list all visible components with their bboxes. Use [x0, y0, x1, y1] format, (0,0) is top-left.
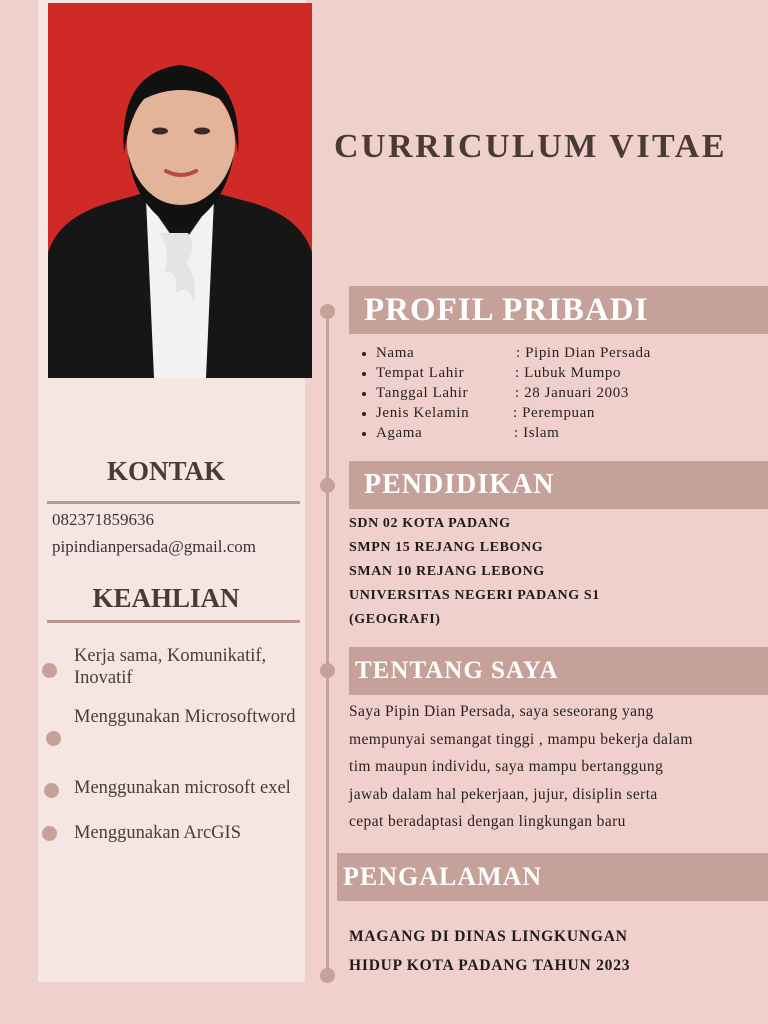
- experience-line: HIDUP KOTA PADANG TAHUN 2023: [349, 957, 631, 974]
- skill-bullet-icon: [42, 663, 57, 678]
- education-item: (GEOGRAFI): [349, 612, 441, 627]
- experience-heading: PENGALAMAN: [343, 862, 543, 891]
- skill-item: Kerja sama, Komunikatif, Inovatif: [74, 646, 267, 688]
- skill-item: Menggunakan microsoft exel: [74, 778, 291, 798]
- timeline-dot-icon: [320, 478, 335, 493]
- education-item: SMAN 10 REJANG LEBONG: [349, 564, 545, 579]
- profile-value: : 28 Januari 2003: [515, 385, 629, 401]
- skill-bullet-icon: [46, 731, 61, 746]
- timeline-line: [326, 305, 329, 977]
- profile-banner: [349, 286, 768, 334]
- about-line: tim maupun individu, saya mampu bertanggung: [349, 758, 664, 775]
- profile-photo: [48, 3, 312, 378]
- timeline-dot-icon: [320, 968, 335, 983]
- profile-value: : Islam: [514, 425, 560, 441]
- profile-value: : Perempuan: [513, 405, 595, 421]
- profile-label: Tanggal Lahir: [376, 385, 469, 401]
- skill-item: Menggunakan Microsoftword: [74, 707, 296, 727]
- contact-divider: [47, 501, 300, 504]
- about-line: Saya Pipin Dian Persada, saya seseorang yang: [349, 703, 654, 720]
- about-line: cepat beradaptasi dengan lingkungan baru: [349, 813, 626, 830]
- about-line: mempunyai semangat tinggi , mampu bekerja dalam: [349, 730, 693, 748]
- education-list: [349, 512, 749, 632]
- contact-phone: 082371859636: [52, 510, 154, 529]
- contact-heading: KONTAK: [106, 456, 226, 486]
- experience-line: MAGANG DI DINAS LINGKUNGAN: [349, 928, 628, 945]
- skill-bullet-icon: [44, 783, 59, 798]
- document-title: CURRICULUM VITAE: [334, 128, 727, 165]
- education-heading: PENDIDIKAN: [364, 469, 555, 500]
- experience-text: [349, 922, 749, 980]
- education-item: UNIVERSITAS NEGERI PADANG S1: [349, 588, 600, 603]
- profile-label: Tempat Lahir: [376, 365, 465, 381]
- profile-row: [360, 343, 651, 363]
- profile-heading: PROFIL PRIBADI: [364, 291, 649, 328]
- profile-row: [360, 423, 560, 443]
- profile-label: Agama: [376, 425, 423, 441]
- education-item: SDN 02 KOTA PADANG: [349, 516, 511, 531]
- profile-value: : Pipin Dian Persada: [516, 345, 651, 361]
- skill-bullet-icon: [42, 826, 57, 841]
- profile-label: Jenis Kelamin: [376, 405, 470, 421]
- profile-row: [360, 383, 629, 403]
- about-heading: TENTANG SAYA: [355, 657, 559, 684]
- education-banner: [349, 461, 768, 509]
- timeline-dot-icon: [320, 663, 335, 678]
- skills-heading: KEAHLIAN: [92, 583, 240, 613]
- profile-value: : Lubuk Mumpo: [515, 365, 622, 381]
- education-item: SMPN 15 REJANG LEBONG: [349, 540, 544, 555]
- about-line: jawab dalam hal pekerjaan, jujur, disiplin serta: [349, 785, 658, 803]
- about-text: [349, 698, 764, 836]
- profile-row: [360, 363, 622, 383]
- timeline-dot-icon: [320, 304, 335, 319]
- about-banner: [349, 647, 768, 695]
- skills-divider: [47, 620, 300, 623]
- skill-item: Menggunakan ArcGIS: [74, 823, 241, 843]
- profile-list: [360, 343, 651, 443]
- experience-banner: [337, 853, 768, 901]
- profile-label: Nama: [376, 345, 415, 361]
- profile-row: [360, 403, 595, 423]
- contact-email: pipindianpersada@gmail.com: [52, 537, 257, 556]
